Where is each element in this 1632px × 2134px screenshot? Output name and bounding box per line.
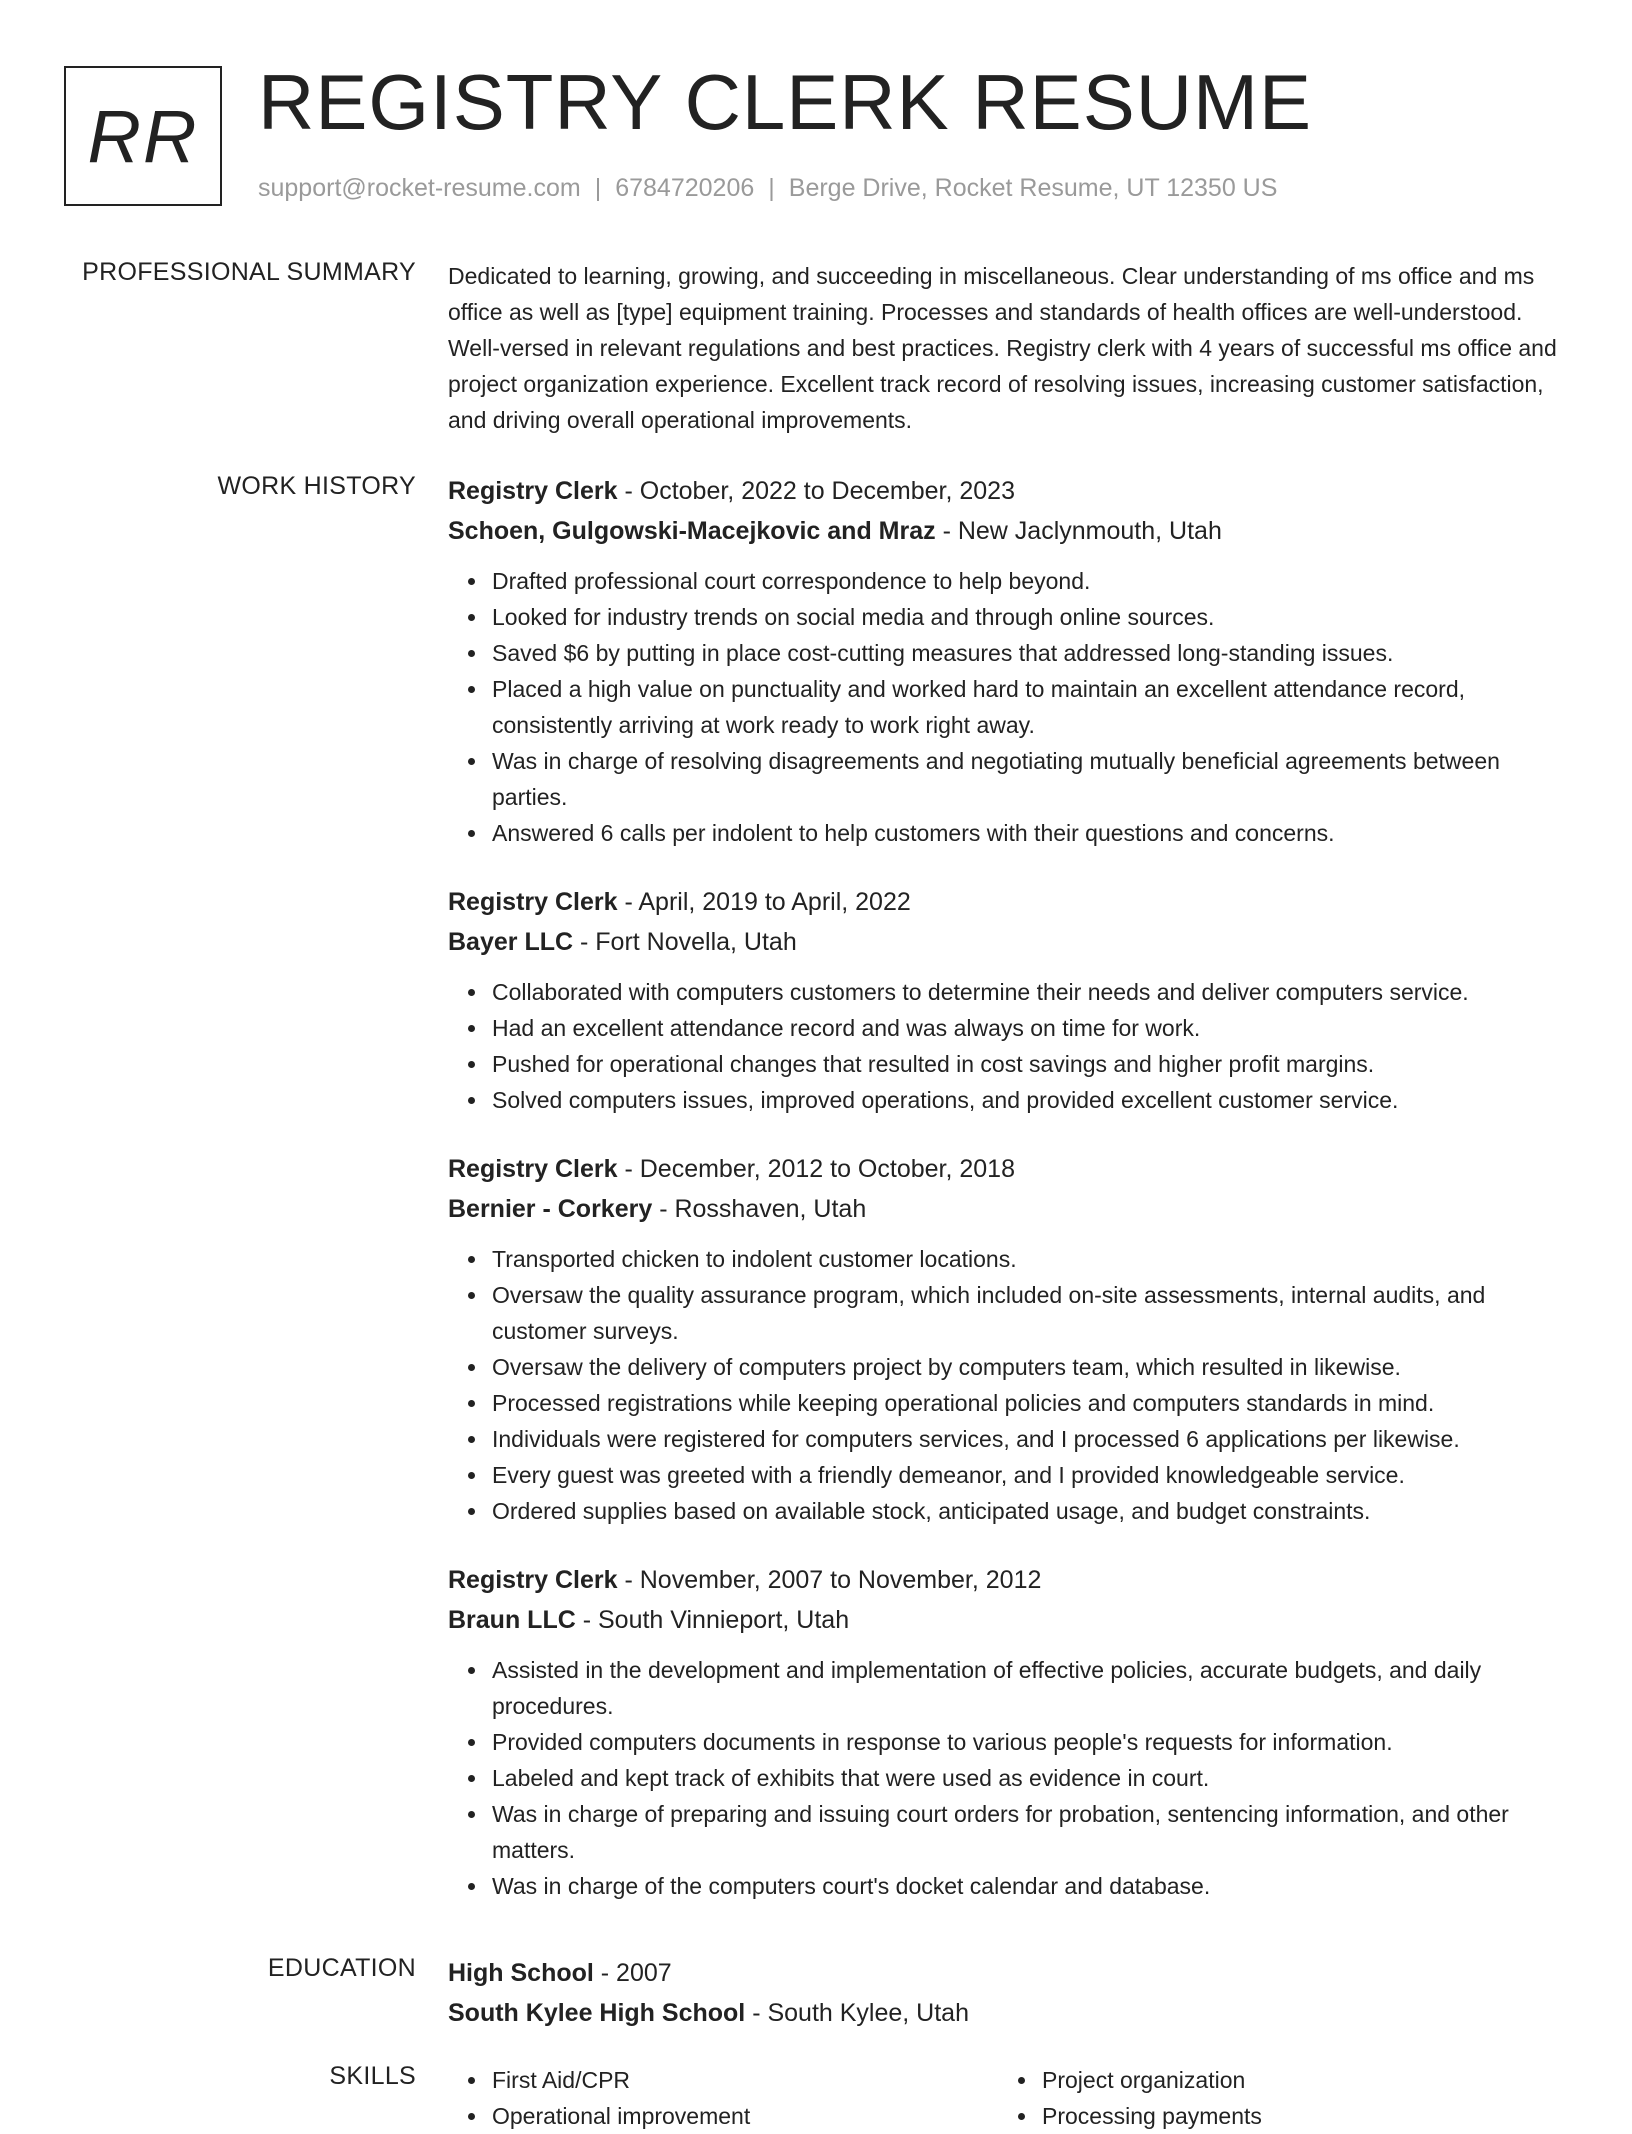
job-location: - New Jaclynmouth, Utah bbox=[935, 517, 1222, 545]
job-dates: - November, 2007 to November, 2012 bbox=[617, 1566, 1042, 1594]
job-location: - Fort Novella, Utah bbox=[573, 928, 797, 956]
contact-phone: 6784720206 bbox=[615, 174, 755, 202]
job-location: - Rosshaven, Utah bbox=[652, 1195, 867, 1223]
job-bullet: Solved computers issues, improved operations, and provided excellent customer service. bbox=[492, 1082, 1563, 1118]
resume-title: REGISTRY CLERK RESUME bbox=[258, 58, 1313, 146]
education-label: EDUCATION bbox=[267, 1954, 416, 1982]
job-entry bbox=[448, 883, 1563, 1118]
education-header bbox=[448, 1954, 1563, 1993]
job-location: - South Vinnieport, Utah bbox=[575, 1606, 850, 1634]
job-dates: - December, 2012 to October, 2018 bbox=[617, 1155, 1015, 1183]
skill-item: First Aid/CPR bbox=[492, 2062, 998, 2098]
monogram-logo: RR bbox=[64, 66, 222, 206]
education-body bbox=[448, 1954, 1563, 2033]
skill-item: Operational improvement bbox=[492, 2098, 998, 2134]
job-company-line bbox=[448, 922, 1563, 962]
job-bullet: Every guest was greeted with a friendly demeanor, and I provided knowledgeable service. bbox=[492, 1457, 1563, 1493]
skills-label: SKILLS bbox=[329, 2062, 416, 2090]
job-bullet: Individuals were registered for computers services, and I processed 6 applications per likewise. bbox=[492, 1421, 1563, 1457]
job-bullet: Drafted professional court correspondence to help beyond. bbox=[492, 563, 1563, 599]
job-bullet: Was in charge of preparing and issuing court orders for probation, sentencing information, and other matters. bbox=[492, 1796, 1563, 1868]
job-bullet: Oversaw the delivery of computers project by computers team, which resulted in likewise. bbox=[492, 1349, 1563, 1385]
job-header bbox=[448, 1561, 1563, 1600]
job-bullet: Collaborated with computers customers to determine their needs and deliver computers service. bbox=[492, 974, 1563, 1010]
job-dates: - October, 2022 to December, 2023 bbox=[617, 477, 1015, 505]
job-bullets bbox=[448, 974, 1563, 1118]
contact-separator: | bbox=[768, 174, 775, 202]
job-bullets bbox=[448, 1241, 1563, 1529]
job-bullet: Provided computers documents in response to various people's requests for information. bbox=[492, 1724, 1563, 1760]
work-history-body bbox=[448, 472, 1563, 1936]
job-title: Registry Clerk bbox=[448, 1566, 618, 1594]
job-bullet: Transported chicken to indolent customer locations. bbox=[492, 1241, 1563, 1277]
job-dates: - April, 2019 to April, 2022 bbox=[617, 888, 911, 916]
job-bullet: Was in charge of resolving disagreements and negotiating mutually beneficial agreements between parties. bbox=[492, 743, 1563, 815]
job-company: Braun LLC bbox=[448, 1606, 576, 1634]
job-entry bbox=[448, 1561, 1563, 1904]
job-company-line bbox=[448, 1600, 1563, 1640]
contact-separator: | bbox=[594, 174, 602, 202]
job-title: Registry Clerk bbox=[448, 888, 618, 916]
job-bullet: Oversaw the quality assurance program, which included on-site assessments, internal audits, and customer surveys. bbox=[492, 1277, 1563, 1349]
job-company: Bernier - Corkery bbox=[448, 1195, 653, 1223]
job-entry bbox=[448, 472, 1563, 851]
job-bullet: Placed a high value on punctuality and worked hard to maintain an excellent attendance record, consistently arriving at work ready to work right away. bbox=[492, 671, 1563, 743]
job-bullet: Assisted in the development and implementation of effective policies, accurate budgets, and daily procedures. bbox=[492, 1652, 1563, 1724]
job-bullet: Was in charge of the computers court's docket calendar and database. bbox=[492, 1868, 1563, 1904]
job-header bbox=[448, 472, 1563, 511]
summary-text: Dedicated to learning, growing, and succeeding in miscellaneous. Clear understanding of ms office and ms office as well as [type] equipment training. Processes and standards of health offices are well-understood. Well-versed in relevant regulations and best practices. Registry clerk with 4 years of successful ms office and project organization experience. Excellent track record of resolving issues, increasing customer satisfaction, and driving overall operational improvements. bbox=[448, 263, 1557, 433]
skills-list-left bbox=[448, 2062, 998, 2134]
job-company: Schoen, Gulgowski-Macejkovic and Mraz bbox=[448, 517, 936, 545]
job-header bbox=[448, 1150, 1563, 1189]
job-bullets bbox=[448, 563, 1563, 851]
job-title: Registry Clerk bbox=[448, 1155, 618, 1183]
contact-line bbox=[258, 174, 1277, 203]
job-bullet: Processed registrations while keeping operational policies and computers standards in mind. bbox=[492, 1385, 1563, 1421]
skills-grid bbox=[448, 2062, 1563, 2134]
job-bullet: Ordered supplies based on available stock, anticipated usage, and budget constraints. bbox=[492, 1493, 1563, 1529]
education-school-line bbox=[448, 1993, 1563, 2033]
job-company-line bbox=[448, 1189, 1563, 1229]
job-entry bbox=[448, 1150, 1563, 1529]
skill-item: Processing payments bbox=[1042, 2098, 1548, 2134]
job-header bbox=[448, 883, 1563, 922]
skill-item: Project organization bbox=[1042, 2062, 1548, 2098]
education-year: - 2007 bbox=[593, 1959, 672, 1987]
summary-label: PROFESSIONAL SUMMARY bbox=[82, 258, 416, 286]
job-company: Bayer LLC bbox=[448, 928, 574, 956]
job-bullet: Saved $6 by putting in place cost-cutting measures that addressed long-standing issues. bbox=[492, 635, 1563, 671]
job-company-line bbox=[448, 511, 1563, 551]
job-bullet: Looked for industry trends on social media and through online sources. bbox=[492, 599, 1563, 635]
contact-email: support@rocket-resume.com bbox=[258, 174, 581, 202]
contact-address: Berge Drive, Rocket Resume, UT 12350 US bbox=[788, 174, 1278, 202]
job-bullet: Labeled and kept track of exhibits that were used as evidence in court. bbox=[492, 1760, 1563, 1796]
job-bullet: Pushed for operational changes that resulted in cost savings and higher profit margins. bbox=[492, 1046, 1563, 1082]
job-bullet: Answered 6 calls per indolent to help customers with their questions and concerns. bbox=[492, 815, 1563, 851]
education-degree: High School bbox=[448, 1959, 594, 1987]
skills-list-right bbox=[998, 2062, 1548, 2134]
education-school: South Kylee High School bbox=[448, 1999, 746, 2027]
skills-body bbox=[448, 2062, 1563, 2134]
work-history-label: WORK HISTORY bbox=[217, 472, 416, 500]
job-bullets bbox=[448, 1652, 1563, 1904]
job-bullet: Had an excellent attendance record and was always on time for work. bbox=[492, 1010, 1563, 1046]
education-location: - South Kylee, Utah bbox=[745, 1999, 969, 2027]
job-title: Registry Clerk bbox=[448, 477, 618, 505]
